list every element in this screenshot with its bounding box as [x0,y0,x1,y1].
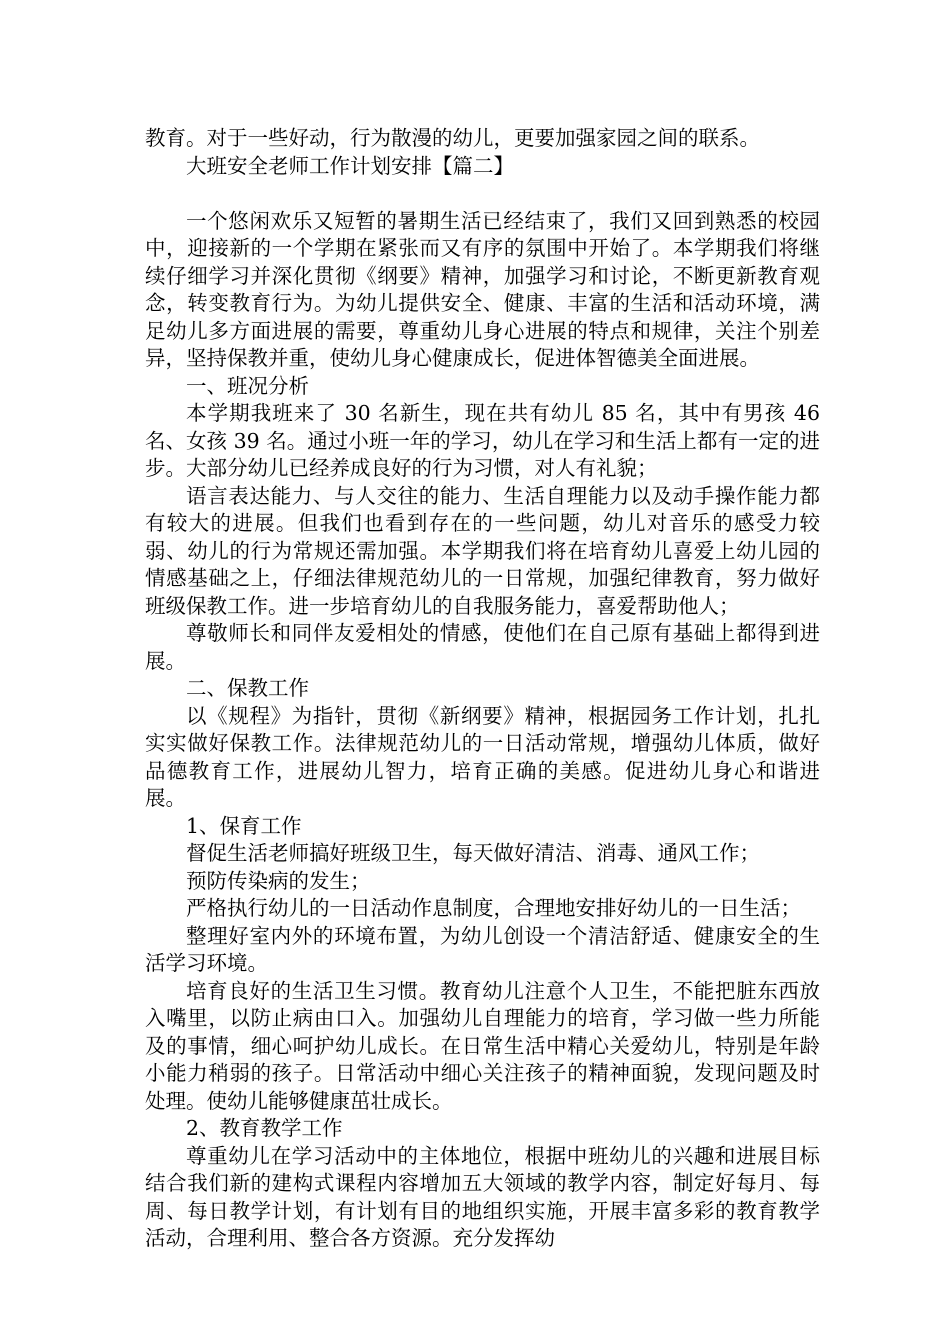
paragraph-hygiene: 督促生活老师搞好班级卫生，每天做好清洁、消毒、通风工作； [186,841,760,865]
paragraph-prevention: 预防传染病的发生； [186,868,371,893]
heading-care-education: 二、保教工作 [186,676,309,700]
paragraph-respect: 尊敬师长和同伴友爱相处的情感，使他们在自己原有基础上都得到进展。 [145,621,820,673]
paragraph-continuation: 教育。对于一些好动，行为散漫的幼儿，更要加强家园之间的联系。 [145,126,760,150]
paragraph-schedule: 严格执行幼儿的一日活动作息制度，合理地安排好幼儿的一日生活； [186,896,801,920]
document-page [145,125,820,1253]
paragraph-regulations: 以《规程》为指针，贯彻《新纲要》精神，根据园务工作计划，扎扎实实做好保教工作。法律规范幼儿的一日活动常规，增强幼儿体质，做好品德教育工作，进展幼儿智力，培育正确的美感。促进幼儿身心和谐进展。 [145,703,820,810]
heading-childcare: 1、保育工作 [186,813,302,838]
section-heading: 大班安全老师工作计划安排【篇二】 [186,153,514,178]
paragraph-class-stats: 本学期我班来了 30 名新生，现在共有幼儿 85 名，其中有男孩 46 名、女孩 39 名。通过小班一年的学习，幼儿在学习和生活上都有一定的进步。大部分幼儿已经养成良好的行为习惯，对人有礼貌； [145,401,820,480]
paragraph-habits: 培育良好的生活卫生习惯。教育幼儿注意个人卫生，不能把脏东西放入嘴里，以防止病由口入。加强幼儿自理能力的培育，学习做一些力所能及的事情，细心呵护幼儿成长。在日常生活中精心关爱幼儿，特别是年龄小能力稍弱的孩子。日常活动中细心关注孩子的精神面貌，发现问题及时处理。使幼儿能够健康茁壮成长。 [145,978,820,1113]
paragraph-intro: 一个悠闲欢乐又短暂的暑期生活已经结束了，我们又回到熟悉的校园中，迎接新的一个学期在紧张而又有序的氛围中开始了。本学期我们将继续仔细学习并深化贯彻《纲要》精神，加强学习和讨论，不断更新教育观念，转变教育行为。为幼儿提供安全、健康、丰富的生活和活动环境，满足幼儿多方面进展的需要，尊重幼儿身心进展的特点和规律，关注个别差异，坚持保教并重，使幼儿身心健康成长，促进体智德美全面进展。 [145,208,820,370]
paragraph-teaching: 尊重幼儿在学习活动中的主体地位，根据中班幼儿的兴趣和进展目标结合我们新的建构式课程内容增加五大领域的教学内容，制定好每月、每周、每日教学计划，有计划有目的地组织实施，开展丰富多彩的教育教学活动，合理利用、整合各方资源。充分发挥幼 [145,1143,820,1250]
heading-class-analysis: 一、班况分析 [186,373,309,398]
blank-line [145,180,820,208]
paragraph-abilities: 语言表达能力、与人交往的能力、生活自理能力以及动手操作能力都有较大的进展。但我们也看到存在的一些问题，幼儿对音乐的感受力较弱、幼儿的行为常规还需加强。本学期我们将在培育幼儿喜爱上幼儿园的情感基础之上，仔细法律规范幼儿的一日常规，加强纪律教育，努力做好班级保教工作。进一步培育幼儿的自我服务能力，喜爱帮助他人； [145,483,820,618]
paragraph-environment: 整理好室内外的环境布置，为幼儿创设一个清洁舒适、健康安全的生活学习环境。 [145,923,820,975]
heading-teaching: 2、教育教学工作 [186,1116,343,1140]
